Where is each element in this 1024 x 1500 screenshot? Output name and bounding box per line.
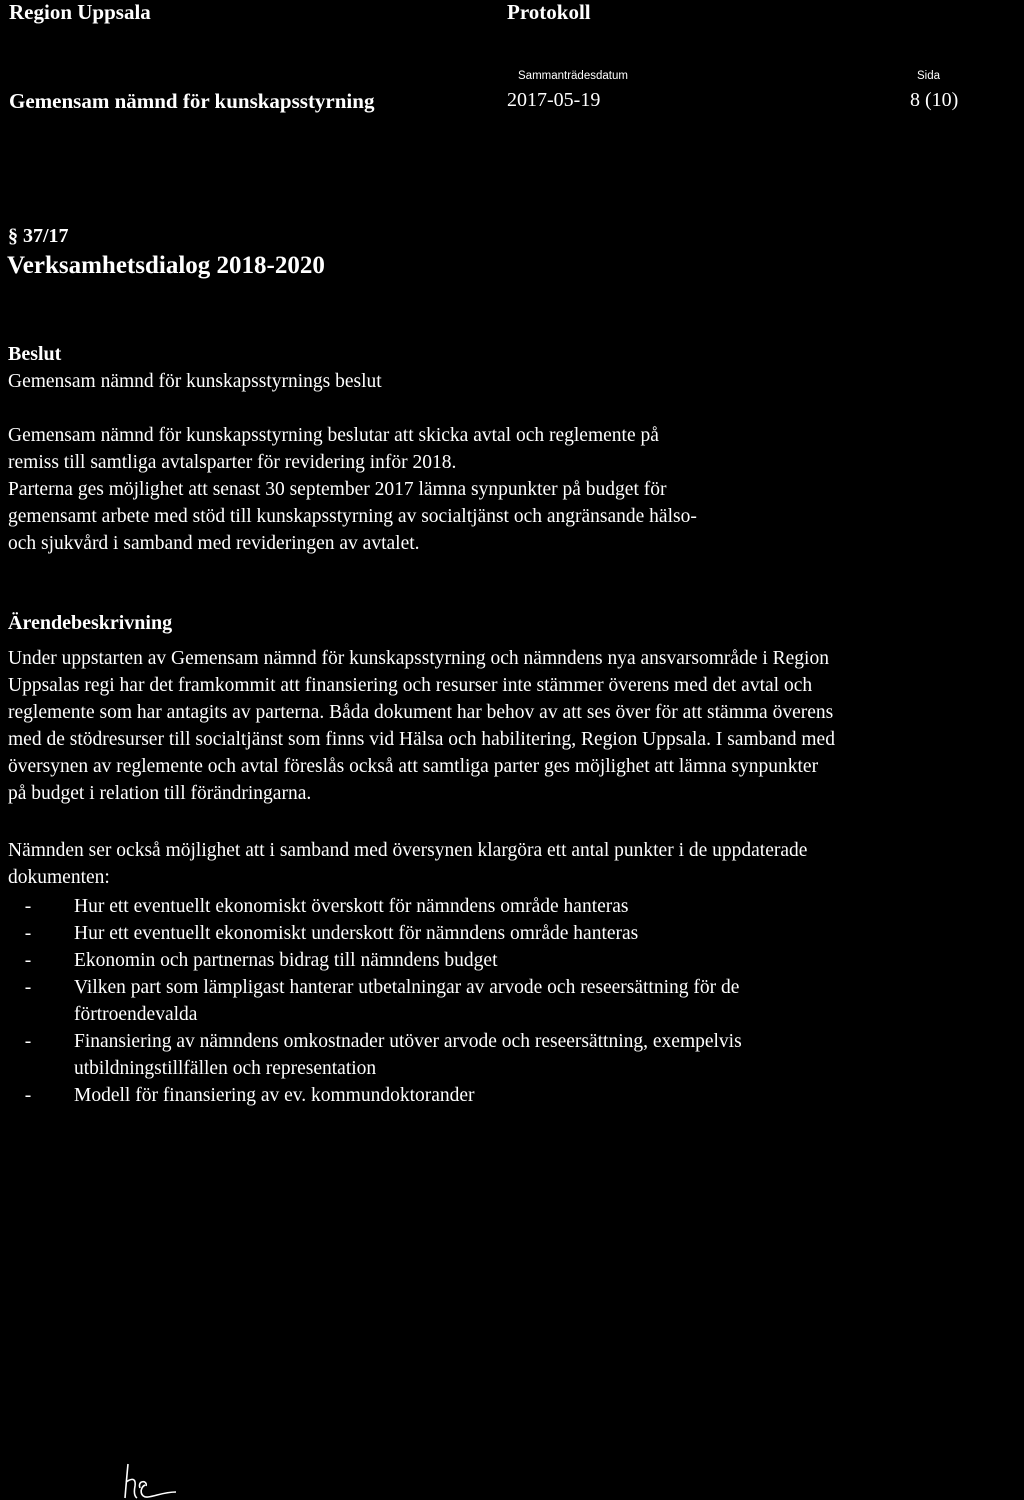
beslut-heading: Beslut (8, 343, 62, 365)
beslut-line: Parterna ges möjlighet att senast 30 september 2017 lämna synpunkter på budget för (8, 479, 667, 500)
list-item (8, 974, 742, 1028)
arende-bullet-list (8, 893, 742, 1109)
list-item (8, 920, 742, 947)
page-label: Sida (917, 70, 941, 82)
list-item-text: Hur ett eventuellt ekonomiskt överskott för nämndens område hanteras (74, 896, 629, 917)
beslut-line: remiss till samtliga avtalsparter för revidering inför 2018. (8, 452, 457, 473)
arende-line: på budget i relation till förändringarna. (8, 783, 312, 804)
list-item-text: Modell för finansiering av ev. kommundoktorander (74, 1085, 475, 1106)
date-label: Sammanträdesdatum (518, 70, 628, 82)
arende-line: med de stödresurser till socialtjänst som finns vid Hälsa och habilitering, Region Uppsala. I samband med (8, 729, 835, 750)
organization-name: Region Uppsala (9, 0, 151, 24)
arende-paragraph-1 (8, 645, 835, 807)
meeting-date: 2017-05-19 (507, 89, 601, 111)
arende-line: Nämnden ser också möjlighet att i samband med översynen klargöra ett antal punkter i de uppdaterade (8, 840, 808, 861)
arende-line: reglemente som har antagits av parterna. Båda dokument har behov av att ses över för att stämma överens (8, 702, 834, 723)
list-item-text: Finansiering av nämndens omkostnader utöver arvode och reseersättning, exempelvis (74, 1031, 742, 1052)
list-item-text: Hur ett eventuellt ekonomiskt underskott för nämndens område hanteras (74, 923, 639, 944)
arende-line: översynen av reglemente och avtal föreslås också att samtliga parter ges möjlighet att lämna synpunkter (8, 756, 819, 777)
committee-name: Gemensam nämnd för kunskapsstyrning (9, 89, 375, 113)
list-item (8, 893, 742, 920)
beslut-line: och sjukvård i samband med revideringen av avtalet. (8, 533, 420, 554)
list-item (8, 947, 742, 974)
bullet-dash: - (24, 896, 32, 917)
arende-line: Under uppstarten av Gemensam nämnd för kunskapsstyrning och nämndens nya ansvarsområde i Region (8, 648, 829, 669)
list-item-text: förtroendevalda (74, 1004, 198, 1025)
bullet-dash: - (24, 977, 32, 998)
beslut-intro: Gemensam nämnd för kunskapsstyrnings beslut (8, 371, 382, 392)
document-type: Protokoll (507, 0, 591, 24)
section-number: § 37/17 (8, 225, 69, 247)
beslut-line: gemensamt arbete med stöd till kunskapsstyrning av socialtjänst och angränsande hälso- (8, 506, 697, 527)
bullet-dash: - (24, 1085, 32, 1106)
bullet-dash: - (24, 923, 32, 944)
page-number: 8 (10) (910, 89, 959, 111)
arende-line: dokumenten: (8, 867, 110, 888)
list-item-text: Ekonomin och partnernas bidrag till nämndens budget (74, 950, 498, 971)
arende-paragraph-2 (8, 837, 807, 891)
list-item-text: utbildningstillfällen och representation (74, 1058, 377, 1079)
section-title: Verksamhetsdialog 2018-2020 (7, 252, 325, 279)
list-item-text: Vilken part som lämpligast hanterar utbetalningar av arvode och reseersättning för de (74, 977, 740, 998)
arende-line: Uppsalas regi har det framkommit att finansiering och resurser inte stämmer överens med det avtal och (8, 675, 813, 696)
bullet-dash: - (24, 1031, 32, 1052)
arende-heading: Ärendebeskrivning (8, 612, 173, 634)
bullet-dash: - (24, 950, 32, 971)
beslut-text (8, 422, 697, 557)
list-item (8, 1028, 742, 1082)
list-item (8, 1082, 742, 1109)
beslut-line: Gemensam nämnd för kunskapsstyrning beslutar att skicka avtal och reglemente på (8, 425, 659, 446)
handwritten-initials-signature (118, 1458, 188, 1500)
